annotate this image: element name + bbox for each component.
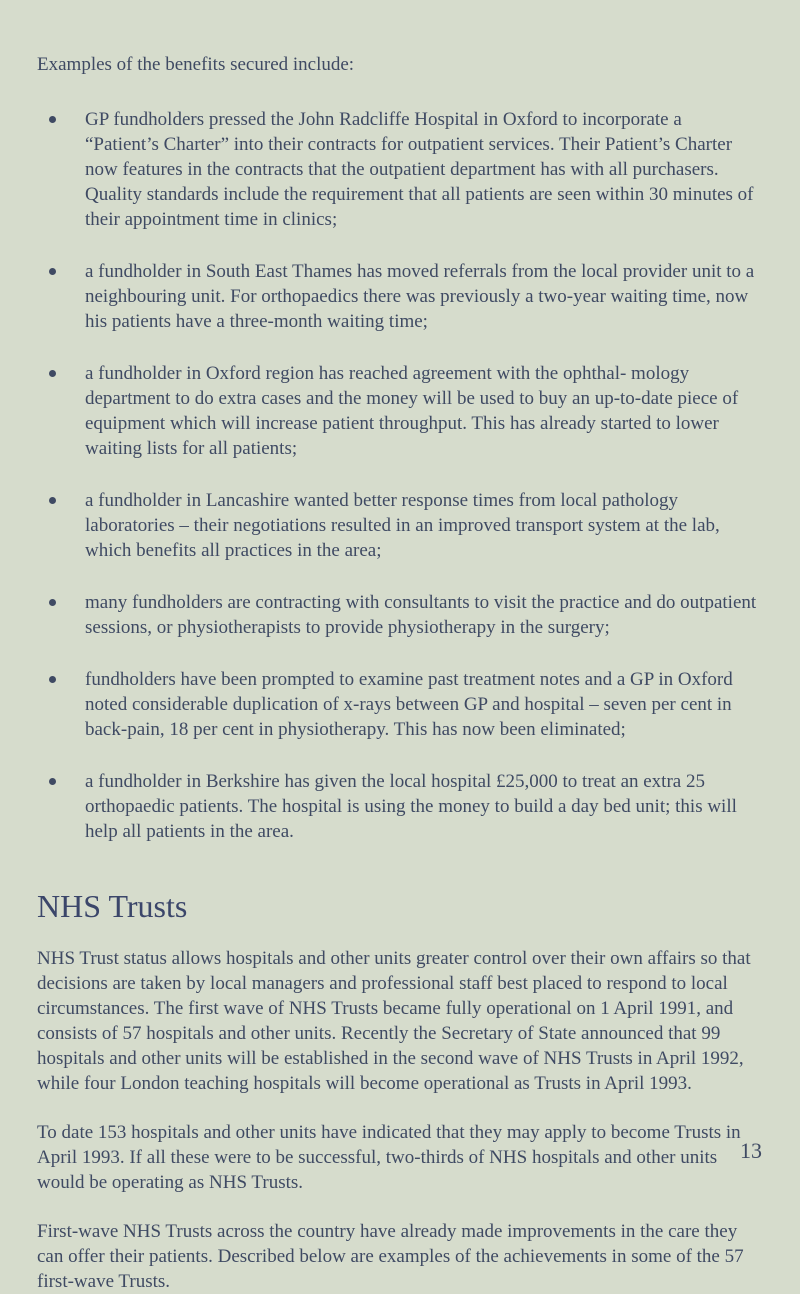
intro-text: Examples of the benefits secured include:: [37, 54, 355, 75]
bullet-icon: [49, 778, 56, 785]
bullet-icon: [49, 599, 56, 606]
benefits-list: [37, 107, 760, 844]
list-item-text: a fundholder in Oxford region has reached agreement with the ophthal- mology department to do extra cases and the money will be used to buy an up-to-date piece of equipment which will increase patient throughput. This has already started to lower waiting lists for all patients;: [85, 363, 739, 459]
paragraph: NHS Trust status allows hospitals and other units greater control over their own affairs so that decisions are taken by local managers and professional staff best placed to respond to local circumstances. The first wave of NHS Trusts became fully operational on 1 April 1991, and consists of 57 hospitals and other units. Recently the Secretary of State announced that 99 hospitals and other units will be established in the second wave of NHS Trusts in April 1992, while four London teaching hospitals will become operational as Trusts in April 1993.: [37, 948, 751, 1094]
bullet-icon: [49, 116, 56, 123]
paragraph: To date 153 hospitals and other units have indicated that they may apply to become Trusts in April 1993. If all these were to be successful, two-thirds of NHS hospitals and other units would be operating as NHS Trusts.: [37, 1122, 741, 1193]
page-number: 13: [740, 1138, 762, 1163]
list-item-text: fundholders have been prompted to examine past treatment notes and a GP in Oxford noted considerable duplication of x-rays between GP and hospital – seven per cent in back-pain, 18 per cent in physiotherapy. This has now been eliminated;: [85, 669, 733, 740]
bullet-icon: [49, 268, 56, 275]
list-item: [37, 488, 760, 563]
list-item-text: a fundholder in Lancashire wanted better response times from local pathology laboratories – their negotiations resulted in an improved transport system at the lab, which benefits all practices in the area;: [85, 490, 720, 561]
list-item: [37, 590, 760, 640]
list-item: [37, 259, 760, 334]
section-heading: NHS Trusts: [37, 888, 188, 924]
list-item: [37, 769, 760, 844]
list-item-text: a fundholder in South East Thames has moved referrals from the local provider unit to a neighbouring unit. For orthopaedics there was previously a two-year waiting time, now his patients have a three-month waiting time;: [85, 261, 755, 332]
list-item: [37, 667, 760, 742]
list-item-text: a fundholder in Berkshire has given the local hospital £25,000 to treat an extra 25 orthopaedic patients. The hospital is using the money to build a day bed unit; this will help all patients in the area.: [85, 771, 737, 842]
list-item-text: GP fundholders pressed the John Radcliffe Hospital in Oxford to incorporate a “Patient’s Charter” into their contracts for outpatient services. Their Patient’s Charter now features in the contracts that the outpatient department has with all purchasers. Quality standards include the requirement that all patients are seen within 30 minutes of their appointment time in clinics;: [85, 109, 754, 230]
paragraph: First-wave NHS Trusts across the country have already made improvements in the care they can offer their patients. Described below are examples of the achievements in some of the 57 first-wave Trusts.: [37, 1221, 744, 1292]
bullet-icon: [49, 497, 56, 504]
list-item: [37, 107, 760, 232]
bullet-icon: [49, 370, 56, 377]
bullet-icon: [49, 676, 56, 683]
list-item-text: many fundholders are contracting with consultants to visit the practice and do outpatient sessions, or physiotherapists to provide physiotherapy in the surgery;: [85, 592, 757, 638]
list-item: [37, 361, 760, 461]
